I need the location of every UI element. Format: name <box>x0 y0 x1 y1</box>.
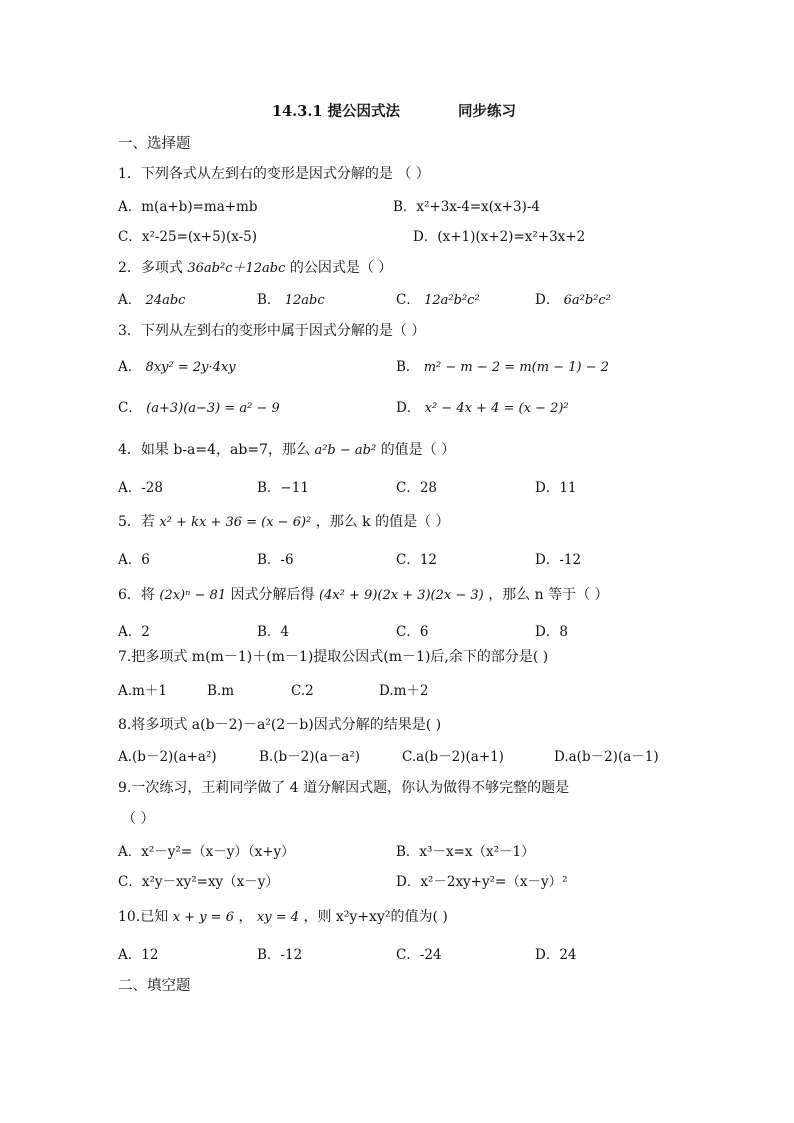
option-label: C． <box>118 400 142 416</box>
math-expression: 8xy² = 2y·4xy <box>145 360 236 375</box>
math-expression: 24abc <box>145 293 186 308</box>
question-stem-text: ， <box>238 909 253 925</box>
option-d: D.a(b－2)(a－1) <box>554 749 659 765</box>
question-stem-text: 4．如果 b-a=4，ab=7，那么 <box>118 442 310 458</box>
question-stem: 1．下列各式从左到右的变形是因式分解的是 （ ） <box>118 166 430 182</box>
option-c: C.a(b－2)(a+1) <box>402 749 504 765</box>
option-c: C.2 <box>291 683 314 699</box>
option-c: C．-24 <box>396 947 442 963</box>
option-b: B．−11 <box>257 480 309 496</box>
question-stem-text: 6．将 <box>118 587 155 603</box>
math-expression: (2x)ⁿ − 81 <box>159 588 227 603</box>
question-stem-text: 的值是（ ） <box>380 442 456 458</box>
math-expression: 12a²b²c² <box>424 293 480 308</box>
question-stem-text: 的公因式是（ ） <box>289 260 393 276</box>
math-expression: m² − m − 2 = m(m − 1) − 2 <box>423 360 609 375</box>
math-expression: 12abc <box>284 293 325 308</box>
math-expression: x² − 4x + 4 = (x − 2)² <box>424 401 569 416</box>
math-expression: (a+3)(a−3) = a² − 9 <box>146 401 280 416</box>
section-heading-choice: 一、选择题 <box>118 136 191 152</box>
question-stem-text: 2．多项式 <box>118 260 183 276</box>
option-b: B．-12 <box>257 947 303 963</box>
option-d: D．8 <box>535 624 568 640</box>
option-label: A． <box>118 292 142 308</box>
option-c: C．x²-25=(x+5)(x-5) <box>118 229 258 245</box>
question-stem <box>118 513 450 532</box>
question-stem-text: ，则 x²y+xy²的值为( ) <box>303 909 448 925</box>
question-stem-text: ，那么 n 等于（ ） <box>488 587 609 603</box>
option-d: D．11 <box>535 480 577 496</box>
option-d <box>535 291 611 310</box>
math-expression: (4x² + 9)(2x + 3)(2x − 3) <box>319 588 484 603</box>
question-stem-text: ，那么 k 的值是（ ） <box>315 514 450 530</box>
option-a <box>118 358 236 377</box>
document-title: 14.3.1 提公因式法 <box>272 103 401 120</box>
question-stem-text: 5．若 <box>118 514 155 530</box>
option-c <box>396 291 480 310</box>
option-a: A．m(a+b)=ma+mb <box>118 199 258 215</box>
question-stem: 8.将多项式 a(b－2)－a²(2－b)因式分解的结果是( ) <box>118 717 442 733</box>
question-stem <box>118 586 609 605</box>
question-stem: 7.把多项式 m(m－1)＋(m－1)提取公因式(m－1)后,余下的部分是( ) <box>118 649 549 665</box>
option-label: B． <box>396 359 420 375</box>
option-a: A．12 <box>118 947 159 963</box>
option-b: B．-6 <box>257 552 294 568</box>
option-b <box>396 358 609 377</box>
math-expression: a²b − ab² <box>314 443 377 458</box>
option-label: D． <box>535 292 560 308</box>
option-d: D．24 <box>535 947 577 963</box>
math-expression: x² + kx + 36 = (x − 6)² <box>159 515 312 530</box>
question-stem-text: 因式分解后得 <box>230 587 315 603</box>
option-a: A.m＋1 <box>118 683 167 699</box>
option-b: B.m <box>207 683 235 699</box>
option-b <box>257 291 325 310</box>
option-label: B． <box>257 292 281 308</box>
question-stem: 3．下列从左到右的变形中属于因式分解的是（ ） <box>118 323 426 339</box>
option-b: B．4 <box>257 624 290 640</box>
option-a: A．2 <box>118 624 150 640</box>
question-stem <box>118 441 455 460</box>
math-expression: x + y = 6 <box>172 910 234 925</box>
question-stem <box>118 259 392 278</box>
option-c: C．12 <box>396 552 438 568</box>
document-subtitle: 同步练习 <box>458 103 516 120</box>
option-c: C．28 <box>396 480 438 496</box>
answer-blank: （ ） <box>122 811 155 827</box>
option-b: B.(b－2)(a－a²) <box>259 749 361 765</box>
option-d: D.m＋2 <box>379 683 429 699</box>
option-b: B．x²+3x-4=x(x+3)-4 <box>393 199 540 215</box>
math-expression: 36ab²c＋12abc <box>187 261 286 276</box>
option-a <box>118 291 185 310</box>
option-a: A．-28 <box>118 480 163 496</box>
option-a: A．x²－y²=（x－y）（x+y） <box>118 844 295 860</box>
option-c: C．x²y－xy²=xy（x－y） <box>118 874 279 890</box>
option-d: D．x²－2xy+y²=（x－y）² <box>396 874 568 890</box>
option-label: C． <box>396 292 420 308</box>
math-expression: 6a²b²c² <box>563 293 611 308</box>
option-d: D．-12 <box>535 552 582 568</box>
question-stem-text: 10.已知 <box>118 909 169 925</box>
option-label: A． <box>118 359 142 375</box>
option-c: C．6 <box>396 624 429 640</box>
option-d <box>396 399 569 418</box>
option-b: B．x³－x=x（x²－1） <box>396 844 535 860</box>
option-label: D． <box>396 400 421 416</box>
option-c <box>118 399 280 418</box>
option-a: A．6 <box>118 552 150 568</box>
section-heading-fill: 二、填空题 <box>118 978 191 994</box>
option-d: D．(x+1)(x+2)=x²+3x+2 <box>413 229 586 245</box>
question-stem <box>118 908 448 927</box>
math-expression: xy = 4 <box>256 910 299 925</box>
option-a: A.(b－2)(a+a²) <box>118 749 217 765</box>
question-stem: 9.一次练习，王莉同学做了 4 道分解因式题，你认为做得不够完整的题是 <box>118 780 570 796</box>
